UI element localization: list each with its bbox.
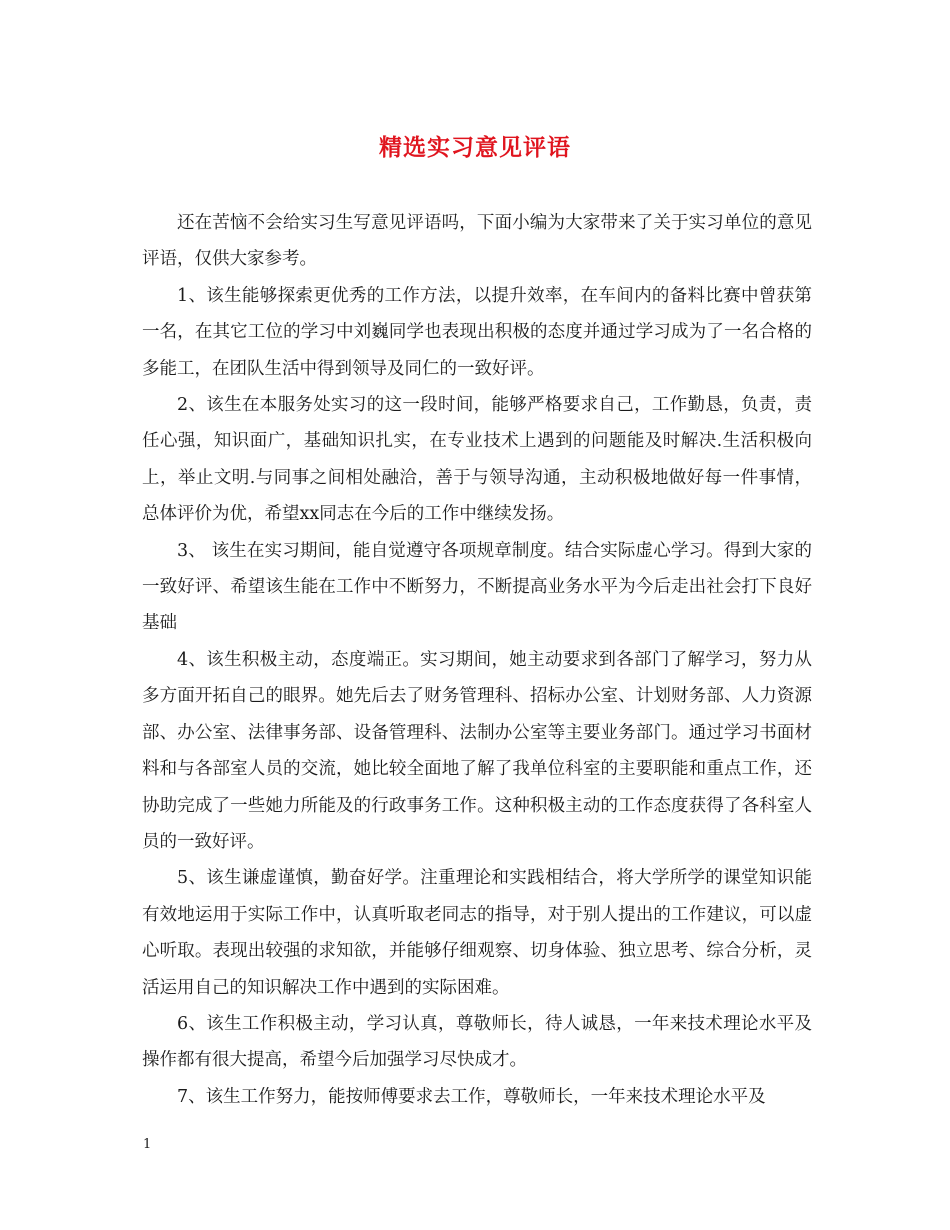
paragraph-item-3: 3、 该生在实习期间，能自觉遵守各项规章制度。结合实际虚心学习。得到大家的一致好评、希望该生能在工作中不断努力，不断提高业务水平为今后走出社会打下良好基础	[142, 540, 812, 634]
paragraph-item-4: 4、该生积极主动，态度端正。实习期间，她主动要求到各部门了解学习，努力从多方面开拓自己的眼界。她先后去了财务管理科、招标办公室、计划财务部、人力资源部、办公室、法律事务部、设备管理科、法制办公室等主要业务部门。通过学习书面材料和与各部室人员的交流，她比较全面地了解了我单位科室的主要职能和重点工作，还协助完成了一些她力所能及的行政事务工作。这种积极主动的工作态度获得了各科室人员的一致好评。	[142, 649, 812, 852]
paragraph-item-5: 5、该生谦虚谨慎，勤奋好学。注重理论和实践相结合，将大学所学的课堂知识能有效地运用于实际工作中，认真听取老同志的指导，对于别人提出的工作建议，可以虚心听取。表现出较强的求知欲，并能够仔细观察、切身体验、独立思考、综合分析，灵活运用自己的知识解决工作中遇到的实际困难。	[142, 868, 812, 998]
paragraph-intro: 还在苦恼不会给实习生写意见评语吗，下面小编为大家带来了关于实习单位的意见评语，仅供大家参考。	[142, 213, 812, 270]
paragraph-item-2: 2、该生在本服务处实习的这一段时间，能够严格要求自己，工作勤恳，负责，责任心强，知识面广，基础知识扎实，在专业技术上遇到的问题能及时解决.生活积极向上，举止文明.与同事之间相处融洽，善于与领导沟通，主动积极地做好每一件事情，总体评价为优，希望xx同志在今后的工作中继续发扬。	[142, 395, 812, 525]
page-number: 1	[143, 1137, 152, 1152]
document-body	[142, 205, 812, 1115]
paragraph-item-6: 6、该生工作积极主动，学习认真，尊敬师长，待人诚恳，一年来技术理论水平及操作都有很大提高，希望今后加强学习尽快成才。	[142, 1013, 812, 1071]
document-title: 精选实习意见评语	[379, 134, 571, 161]
paragraph-item-1: 1、该生能够探索更优秀的工作方法，以提升效率，在车间内的备料比赛中曾获第一名，在其它工位的学习中刘巍同学也表现出积极的态度并通过学习成为了一名合格的多能工，在团队生活中得到领导及同仁的一致好评。	[142, 285, 812, 379]
paragraph-item-7: 7、该生工作努力，能按师傅要求去工作，尊敬师长，一年来技术理论水平及	[177, 1086, 766, 1107]
